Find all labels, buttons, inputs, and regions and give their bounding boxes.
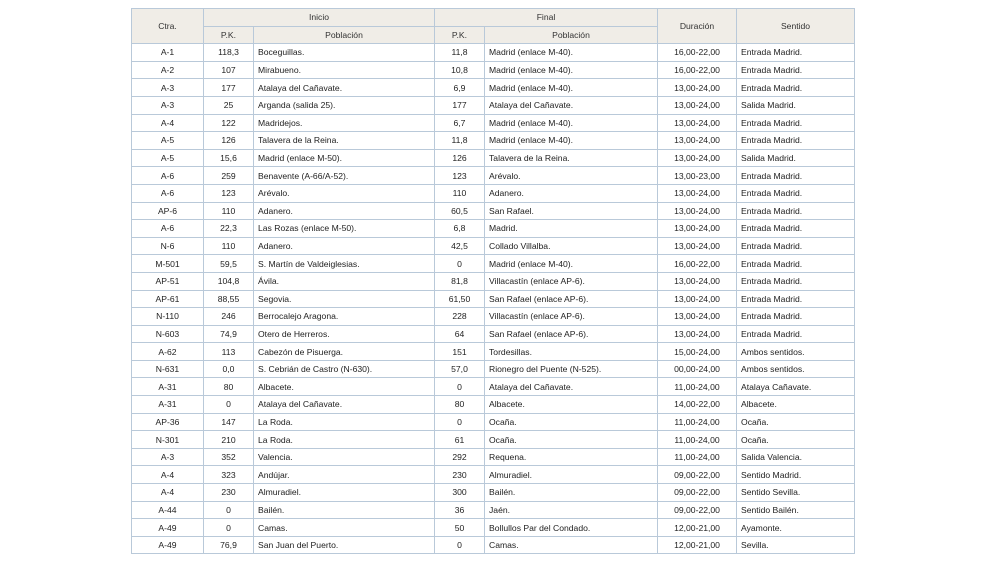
cell-inicio-pk: 110 — [204, 237, 254, 255]
cell-final-pk: 6,8 — [435, 220, 485, 238]
cell-sentido: Sentido Sevilla. — [737, 484, 855, 502]
cell-sentido: Entrada Madrid. — [737, 61, 855, 79]
cell-inicio-pk: 210 — [204, 431, 254, 449]
cell-final-pk: 81,8 — [435, 272, 485, 290]
cell-sentido: Sentido Bailén. — [737, 501, 855, 519]
cell-duracion: 13,00-24,00 — [658, 96, 737, 114]
cell-inicio-pk: 15,6 — [204, 149, 254, 167]
cell-duracion: 13,00-24,00 — [658, 149, 737, 167]
cell-carretera: N-631 — [132, 360, 204, 378]
cell-final-pk: 11,8 — [435, 44, 485, 62]
cell-inicio-poblacion: Adanero. — [254, 237, 435, 255]
cell-sentido: Entrada Madrid. — [737, 167, 855, 185]
cell-carretera: A-3 — [132, 79, 204, 97]
cell-final-poblacion: Ocaña. — [485, 431, 658, 449]
cell-duracion: 11,00-24,00 — [658, 378, 737, 396]
cell-sentido: Albacete. — [737, 396, 855, 414]
table-row — [132, 378, 855, 396]
table-row — [132, 360, 855, 378]
table-row — [132, 290, 855, 308]
table-row — [132, 448, 855, 466]
cell-final-poblacion: Atalaya del Cañavate. — [485, 96, 658, 114]
cell-duracion: 09,00-22,00 — [658, 484, 737, 502]
cell-inicio-pk: 22,3 — [204, 220, 254, 238]
cell-final-poblacion: Atalaya del Cañavate. — [485, 378, 658, 396]
cell-sentido: Ocaña. — [737, 431, 855, 449]
cell-duracion: 09,00-22,00 — [658, 501, 737, 519]
cell-inicio-pk: 25 — [204, 96, 254, 114]
cell-inicio-pk: 113 — [204, 343, 254, 361]
cell-inicio-poblacion: La Roda. — [254, 431, 435, 449]
cell-sentido: Ayamonte. — [737, 519, 855, 537]
traffic-restrictions-table — [131, 8, 855, 554]
cell-inicio-pk: 126 — [204, 132, 254, 150]
table-row — [132, 96, 855, 114]
table-row — [132, 167, 855, 185]
cell-inicio-poblacion: Albacete. — [254, 378, 435, 396]
header-ctra: Ctra. — [132, 9, 204, 44]
cell-final-pk: 228 — [435, 308, 485, 326]
cell-inicio-pk: 80 — [204, 378, 254, 396]
cell-duracion: 11,00-24,00 — [658, 431, 737, 449]
table-row — [132, 343, 855, 361]
cell-sentido: Atalaya Cañavate. — [737, 378, 855, 396]
table-row — [132, 536, 855, 554]
table-row — [132, 114, 855, 132]
cell-inicio-poblacion: Cabezón de Pisuerga. — [254, 343, 435, 361]
cell-inicio-poblacion: Atalaya del Cañavate. — [254, 396, 435, 414]
cell-final-pk: 10,8 — [435, 61, 485, 79]
cell-duracion: 12,00-21,00 — [658, 536, 737, 554]
cell-final-poblacion: Madrid (enlace M-40). — [485, 79, 658, 97]
table-body — [132, 44, 855, 554]
cell-final-poblacion: Almuradiel. — [485, 466, 658, 484]
cell-final-pk: 36 — [435, 501, 485, 519]
cell-final-pk: 0 — [435, 536, 485, 554]
cell-inicio-pk: 0 — [204, 396, 254, 414]
cell-inicio-poblacion: S. Cebrián de Castro (N-630). — [254, 360, 435, 378]
cell-sentido: Entrada Madrid. — [737, 132, 855, 150]
cell-sentido: Entrada Madrid. — [737, 308, 855, 326]
cell-duracion: 14,00-22,00 — [658, 396, 737, 414]
cell-final-poblacion: Albacete. — [485, 396, 658, 414]
cell-inicio-pk: 352 — [204, 448, 254, 466]
header-inicio: Inicio — [204, 9, 435, 27]
cell-final-poblacion: Jaén. — [485, 501, 658, 519]
cell-inicio-poblacion: La Roda. — [254, 413, 435, 431]
cell-inicio-poblacion: Talavera de la Reina. — [254, 132, 435, 150]
cell-final-poblacion: Ocaña. — [485, 413, 658, 431]
cell-sentido: Entrada Madrid. — [737, 220, 855, 238]
cell-final-poblacion: Madrid (enlace M-40). — [485, 255, 658, 273]
cell-duracion: 13,00-24,00 — [658, 79, 737, 97]
cell-duracion: 16,00-22,00 — [658, 61, 737, 79]
cell-inicio-pk: 59,5 — [204, 255, 254, 273]
cell-final-poblacion: Madrid. — [485, 220, 658, 238]
table-row — [132, 413, 855, 431]
cell-final-pk: 300 — [435, 484, 485, 502]
cell-duracion: 13,00-24,00 — [658, 132, 737, 150]
cell-sentido: Salida Madrid. — [737, 96, 855, 114]
cell-carretera: A-1 — [132, 44, 204, 62]
cell-sentido: Entrada Madrid. — [737, 325, 855, 343]
table-row — [132, 220, 855, 238]
cell-final-poblacion: Madrid (enlace M-40). — [485, 114, 658, 132]
cell-final-poblacion: Requena. — [485, 448, 658, 466]
cell-duracion: 13,00-24,00 — [658, 325, 737, 343]
cell-duracion: 13,00-24,00 — [658, 308, 737, 326]
cell-carretera: A-5 — [132, 132, 204, 150]
cell-final-poblacion: Arévalo. — [485, 167, 658, 185]
table-row — [132, 325, 855, 343]
cell-final-pk: 177 — [435, 96, 485, 114]
cell-sentido: Salida Madrid. — [737, 149, 855, 167]
table-row — [132, 484, 855, 502]
cell-inicio-pk: 118,3 — [204, 44, 254, 62]
cell-sentido: Salida Valencia. — [737, 448, 855, 466]
cell-sentido: Entrada Madrid. — [737, 272, 855, 290]
cell-sentido: Ambos sentidos. — [737, 360, 855, 378]
cell-final-poblacion: Villacastín (enlace AP-6). — [485, 308, 658, 326]
table-row — [132, 466, 855, 484]
table-row — [132, 519, 855, 537]
cell-final-poblacion: Collado Villalba. — [485, 237, 658, 255]
cell-duracion: 16,00-22,00 — [658, 44, 737, 62]
cell-inicio-poblacion: Bailén. — [254, 501, 435, 519]
cell-inicio-poblacion: Madrid (enlace M-50). — [254, 149, 435, 167]
cell-inicio-pk: 88,55 — [204, 290, 254, 308]
cell-final-pk: 0 — [435, 413, 485, 431]
cell-inicio-poblacion: Camas. — [254, 519, 435, 537]
cell-sentido: Entrada Madrid. — [737, 44, 855, 62]
cell-final-pk: 126 — [435, 149, 485, 167]
cell-final-poblacion: Madrid (enlace M-40). — [485, 44, 658, 62]
cell-inicio-pk: 107 — [204, 61, 254, 79]
cell-final-pk: 61,50 — [435, 290, 485, 308]
table-row — [132, 255, 855, 273]
cell-inicio-pk: 104,8 — [204, 272, 254, 290]
cell-inicio-poblacion: Benavente (A-66/A-52). — [254, 167, 435, 185]
cell-inicio-poblacion: Otero de Herreros. — [254, 325, 435, 343]
cell-final-pk: 151 — [435, 343, 485, 361]
cell-carretera: AP-36 — [132, 413, 204, 431]
cell-duracion: 16,00-22,00 — [658, 255, 737, 273]
cell-duracion: 13,00-24,00 — [658, 114, 737, 132]
cell-inicio-poblacion: Atalaya del Cañavate. — [254, 79, 435, 97]
cell-inicio-pk: 0 — [204, 519, 254, 537]
cell-carretera: A-6 — [132, 184, 204, 202]
cell-inicio-poblacion: Almuradiel. — [254, 484, 435, 502]
table-row — [132, 184, 855, 202]
cell-final-pk: 64 — [435, 325, 485, 343]
cell-sentido: Ambos sentidos. — [737, 343, 855, 361]
cell-carretera: A-44 — [132, 501, 204, 519]
cell-carretera: A-3 — [132, 448, 204, 466]
cell-inicio-poblacion: Arévalo. — [254, 184, 435, 202]
cell-inicio-poblacion: Arganda (salida 25). — [254, 96, 435, 114]
cell-final-poblacion: San Rafael (enlace AP-6). — [485, 325, 658, 343]
cell-final-pk: 230 — [435, 466, 485, 484]
cell-inicio-poblacion: Mirabueno. — [254, 61, 435, 79]
cell-inicio-poblacion: S. Martín de Valdeiglesias. — [254, 255, 435, 273]
header-inicio-pk: P.K. — [204, 26, 254, 44]
cell-inicio-pk: 177 — [204, 79, 254, 97]
cell-inicio-pk: 122 — [204, 114, 254, 132]
header-final-poblacion: Población — [485, 26, 658, 44]
cell-inicio-poblacion: Valencia. — [254, 448, 435, 466]
cell-final-pk: 50 — [435, 519, 485, 537]
cell-carretera: A-5 — [132, 149, 204, 167]
cell-carretera: A-62 — [132, 343, 204, 361]
cell-duracion: 13,00-24,00 — [658, 202, 737, 220]
cell-inicio-poblacion: Madridejos. — [254, 114, 435, 132]
cell-final-poblacion: Adanero. — [485, 184, 658, 202]
cell-sentido: Entrada Madrid. — [737, 290, 855, 308]
cell-inicio-poblacion: Boceguillas. — [254, 44, 435, 62]
cell-final-pk: 11,8 — [435, 132, 485, 150]
header-final-pk: P.K. — [435, 26, 485, 44]
cell-inicio-pk: 230 — [204, 484, 254, 502]
cell-final-pk: 110 — [435, 184, 485, 202]
cell-inicio-pk: 0 — [204, 501, 254, 519]
cell-inicio-pk: 147 — [204, 413, 254, 431]
cell-final-pk: 6,9 — [435, 79, 485, 97]
cell-sentido: Sentido Madrid. — [737, 466, 855, 484]
cell-final-pk: 0 — [435, 255, 485, 273]
table-row — [132, 308, 855, 326]
table-row — [132, 44, 855, 62]
cell-final-pk: 292 — [435, 448, 485, 466]
cell-inicio-pk: 259 — [204, 167, 254, 185]
cell-inicio-pk: 110 — [204, 202, 254, 220]
cell-duracion: 15,00-24,00 — [658, 343, 737, 361]
cell-final-poblacion: San Rafael. — [485, 202, 658, 220]
cell-sentido: Entrada Madrid. — [737, 255, 855, 273]
cell-carretera: A-6 — [132, 167, 204, 185]
cell-duracion: 13,00-24,00 — [658, 220, 737, 238]
cell-inicio-pk: 246 — [204, 308, 254, 326]
cell-sentido: Ocaña. — [737, 413, 855, 431]
cell-final-poblacion: Camas. — [485, 536, 658, 554]
table-row — [132, 272, 855, 290]
cell-final-pk: 6,7 — [435, 114, 485, 132]
cell-inicio-pk: 74,9 — [204, 325, 254, 343]
table-row — [132, 202, 855, 220]
cell-carretera: A-6 — [132, 220, 204, 238]
cell-carretera: AP-6 — [132, 202, 204, 220]
cell-final-poblacion: Rionegro del Puente (N-525). — [485, 360, 658, 378]
cell-carretera: A-4 — [132, 114, 204, 132]
table-row — [132, 79, 855, 97]
cell-duracion: 13,00-24,00 — [658, 237, 737, 255]
cell-inicio-poblacion: Berrocalejo Aragona. — [254, 308, 435, 326]
cell-sentido: Entrada Madrid. — [737, 202, 855, 220]
cell-final-poblacion: Madrid (enlace M-40). — [485, 132, 658, 150]
table-row — [132, 501, 855, 519]
cell-inicio-pk: 323 — [204, 466, 254, 484]
cell-inicio-pk: 76,9 — [204, 536, 254, 554]
header-sentido: Sentido — [737, 9, 855, 44]
cell-final-pk: 0 — [435, 378, 485, 396]
header-inicio-poblacion: Población — [254, 26, 435, 44]
cell-duracion: 13,00-24,00 — [658, 272, 737, 290]
cell-carretera: M-501 — [132, 255, 204, 273]
cell-duracion: 09,00-22,00 — [658, 466, 737, 484]
cell-carretera: AP-61 — [132, 290, 204, 308]
cell-carretera: AP-51 — [132, 272, 204, 290]
table-row — [132, 396, 855, 414]
cell-sentido: Entrada Madrid. — [737, 184, 855, 202]
cell-duracion: 00,00-24,00 — [658, 360, 737, 378]
cell-final-pk: 57,0 — [435, 360, 485, 378]
cell-final-poblacion: San Rafael (enlace AP-6). — [485, 290, 658, 308]
header-final: Final — [435, 9, 658, 27]
cell-carretera: N-301 — [132, 431, 204, 449]
cell-sentido: Sevilla. — [737, 536, 855, 554]
cell-final-poblacion: Bollullos Par del Condado. — [485, 519, 658, 537]
cell-duracion: 11,00-24,00 — [658, 448, 737, 466]
cell-sentido: Entrada Madrid. — [737, 79, 855, 97]
cell-sentido: Entrada Madrid. — [737, 114, 855, 132]
cell-inicio-poblacion: Las Rozas (enlace M-50). — [254, 220, 435, 238]
cell-inicio-poblacion: San Juan del Puerto. — [254, 536, 435, 554]
cell-sentido: Entrada Madrid. — [737, 237, 855, 255]
cell-duracion: 13,00-24,00 — [658, 184, 737, 202]
table-row — [132, 431, 855, 449]
cell-final-pk: 123 — [435, 167, 485, 185]
cell-final-poblacion: Madrid (enlace M-40). — [485, 61, 658, 79]
cell-inicio-poblacion: Andújar. — [254, 466, 435, 484]
table-row — [132, 132, 855, 150]
cell-inicio-pk: 123 — [204, 184, 254, 202]
cell-carretera: N-110 — [132, 308, 204, 326]
cell-carretera: N-603 — [132, 325, 204, 343]
cell-duracion: 13,00-24,00 — [658, 290, 737, 308]
header-duracion: Duración — [658, 9, 737, 44]
cell-carretera: A-4 — [132, 484, 204, 502]
cell-final-pk: 42,5 — [435, 237, 485, 255]
cell-carretera: A-3 — [132, 96, 204, 114]
cell-inicio-pk: 0,0 — [204, 360, 254, 378]
cell-final-poblacion: Talavera de la Reina. — [485, 149, 658, 167]
cell-carretera: A-31 — [132, 378, 204, 396]
cell-carretera: A-49 — [132, 536, 204, 554]
cell-final-poblacion: Tordesillas. — [485, 343, 658, 361]
cell-inicio-poblacion: Ávila. — [254, 272, 435, 290]
cell-inicio-poblacion: Adanero. — [254, 202, 435, 220]
cell-final-poblacion: Bailén. — [485, 484, 658, 502]
cell-final-pk: 80 — [435, 396, 485, 414]
cell-carretera: N-6 — [132, 237, 204, 255]
cell-duracion: 12,00-21,00 — [658, 519, 737, 537]
table-row — [132, 61, 855, 79]
table-row — [132, 149, 855, 167]
cell-duracion: 13,00-23,00 — [658, 167, 737, 185]
cell-duracion: 11,00-24,00 — [658, 413, 737, 431]
cell-final-poblacion: Villacastín (enlace AP-6). — [485, 272, 658, 290]
cell-inicio-poblacion: Segovia. — [254, 290, 435, 308]
cell-final-pk: 61 — [435, 431, 485, 449]
cell-carretera: A-31 — [132, 396, 204, 414]
cell-carretera: A-2 — [132, 61, 204, 79]
cell-carretera: A-49 — [132, 519, 204, 537]
cell-final-pk: 60,5 — [435, 202, 485, 220]
cell-carretera: A-4 — [132, 466, 204, 484]
table-row — [132, 237, 855, 255]
